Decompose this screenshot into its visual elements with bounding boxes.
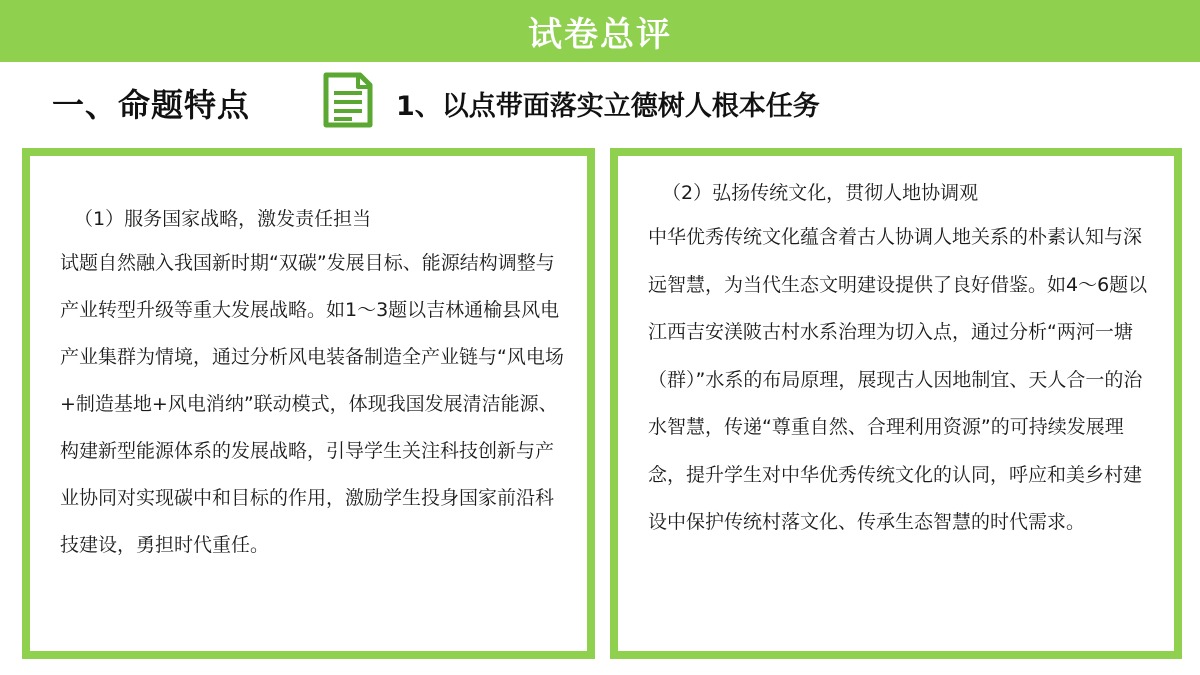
document-icon: [322, 72, 374, 128]
card-heading: （2）弘扬传统文化，贯彻人地协调观: [662, 182, 979, 204]
card-culture: [610, 148, 1182, 659]
card-strategy: [22, 148, 595, 659]
page-title: 试卷总评: [528, 14, 672, 55]
card-body: 中华优秀传统文化蕴含着古人协调人地关系的朴素认知与深远智慧，为当代生态文明建设提供了良好借鉴。如4～6题以江西吉安渼陂古村水系治理为切入点，通过分析“两河一塘（群）”水系的布局原理，展现古人因地制宜、天人合一的治水智慧，传递“尊重自然、合理利用资源”的可持续发展理念，提升学生对中华优秀传统文化的认同，呼应和美乡村建设中保护传统村落文化、传承生态智慧的时代需求。: [648, 226, 1148, 533]
card-content: [30, 156, 587, 651]
card-heading: （1）服务国家战略，激发责任担当: [74, 208, 372, 230]
card-content: [618, 156, 1174, 651]
section-heading: 一、命题特点: [52, 86, 251, 124]
subheading: 1、以点带面落实立德树人根本任务: [396, 91, 820, 122]
card-body: 试题自然融入我国新时期“双碳”发展目标、能源结构调整与产业转型升级等重大发展战略。如1～3题以吉林通榆县风电产业集群为情境，通过分析风电装备制造全产业链与“风电场+制造基地+风电消纳”联动模式，体现我国发展清洁能源、构建新型能源体系的发展战略，引导学生关注科技创新与产业协同对实现碳中和目标的作用，激励学生投身国家前沿科技建设，勇担时代重任。: [60, 252, 564, 556]
title-bar: [0, 0, 1200, 62]
